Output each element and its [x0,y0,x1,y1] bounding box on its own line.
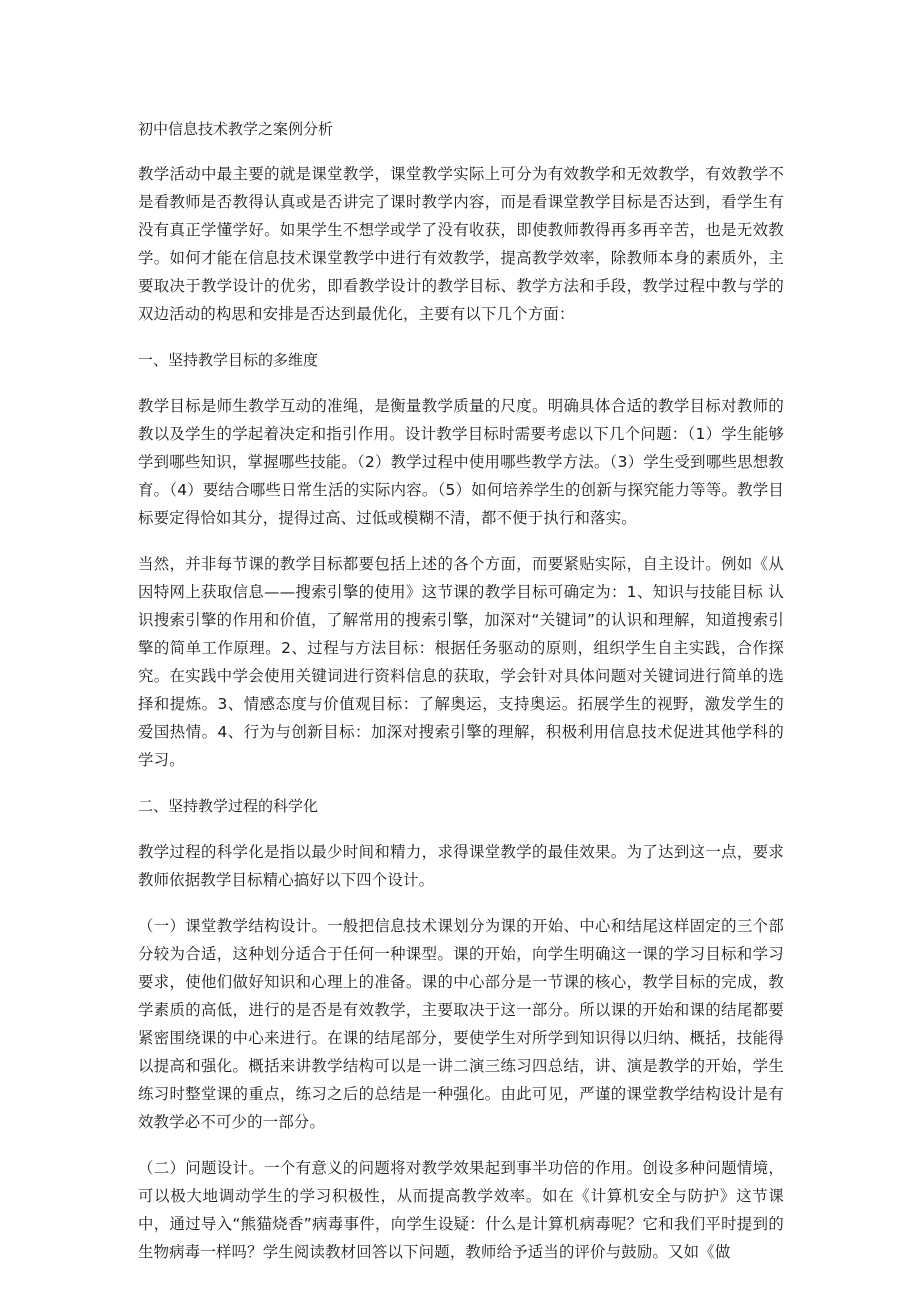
section-1-paragraph-2: 当然，并非每节课的教学目标都要包括上述的各个方面，而要紧贴实际，自主设计。例如《从因特网上获取信息——搜索引擎的使用》这节课的教学目标可确定为：1、知识与技能目标 认识搜索引擎的作用和价值，了解常用的搜索引擎，加深对“关键词”的认识和理解，知道搜索引擎的简单工作原理。2、过程与方法目标：根据任务驱动的原则，组织学生自主实践，合作探究。在实践中学会使用关键词进行资料信息的获取，学会针对具体问题对关键词进行简单的选择和提炼。3、情感态度与价值观目标：了解奥运，支持奥运。拓展学生的视野，激发学生的爱国热情。4、行为与创新目标：加深对搜索引擎的理解，积极利用信息技术促进其他学科的学习。 [138,555,784,769]
section-2-paragraph-2: （一）课堂教学结构设计。一般把信息技术课划分为课的开始、中心和结尾这样固定的三个部分较为合适，这种划分适合于任何一种课型。课的开始，向学生明确这一课的学习目标和学习要求，使他们做好知识和心理上的准备。课的中心部分是一节课的核心，教学目标的完成，教学素质的高低，进行的是否是有效教学，主要取决于这一部分。所以课的开始和课的结尾都要紧密围绕课的中心来进行。在课的结尾部分，要使学生对所学到知识得以归纳、概括，技能得以提高和强化。概括来讲教学结构可以是一讲二演三练习四总结，讲、演是教学的开始，学生练习时整堂课的重点，练习之后的总结是一种强化。由此可见，严谨的课堂教学结构设计是有效教学必不可少的一部分。 [138,917,784,1131]
document-page [138,114,784,1284]
section-1-paragraph-1: 教学目标是师生教学互动的准绳，是衡量教学质量的尺度。明确具体合适的教学目标对教师的教以及学生的学起着决定和指引作用。设计教学目标时需要考虑以下几个问题：（1）学生能够学到哪些知识，掌握哪些技能。（2）教学过程中使用哪些教学方法。（3）学生受到哪些思想教育。（4）要结合哪些日常生活的实际内容。（5）如何培养学生的创新与探究能力等等。教学目标要定得恰如其分，提得过高、过低或模糊不清，都不便于执行和落实。 [138,397,784,527]
intro-paragraph: 教学活动中最主要的就是课堂教学，课堂教学实际上可分为有效教学和无效教学，有效教学不是看教师是否教得认真或是否讲完了课时教学内容，而是看课堂教学目标是否达到，看学生有没有真正学懂学好。如果学生不想学或学了没有收获，即使教师教得再多再辛苦，也是无效教学。如何才能在信息技术课堂教学中进行有效教学，提高教学效率，除教师本身的素质外，主要取决于教学设计的优劣，即看教学设计的教学目标、教学方法和手段，教学过程中教与学的双边活动的构思和安排是否达到最优化，主要有以下几个方面： [138,165,784,323]
section-1-heading: 一、坚持教学目标的多维度 [138,351,319,369]
section-2-heading: 二、坚持教学过程的科学化 [138,797,319,815]
section-2-paragraph-3: （二）问题设计。一个有意义的问题将对教学效果起到事半功倍的作用。创设多种问题情境，可以极大地调动学生的学习积极性，从而提高教学效率。如在《计算机安全与防护》这节课中，通过导入“熊猫烧香”病毒事件，向学生设疑：什么是计算机病毒呢？它和我们平时提到的生物病毒一样吗？学生阅读教材回答以下问题，教师给予适当的评价与鼓励。又如《做 [138,1159,784,1261]
document-title: 初中信息技术教学之案例分析 [138,120,334,138]
section-2-paragraph-1: 教学过程的科学化是指以最少时间和精力，求得课堂教学的最佳效果。为了达到这一点，要求教师依据教学目标精心搞好以下四个设计。 [138,843,784,889]
